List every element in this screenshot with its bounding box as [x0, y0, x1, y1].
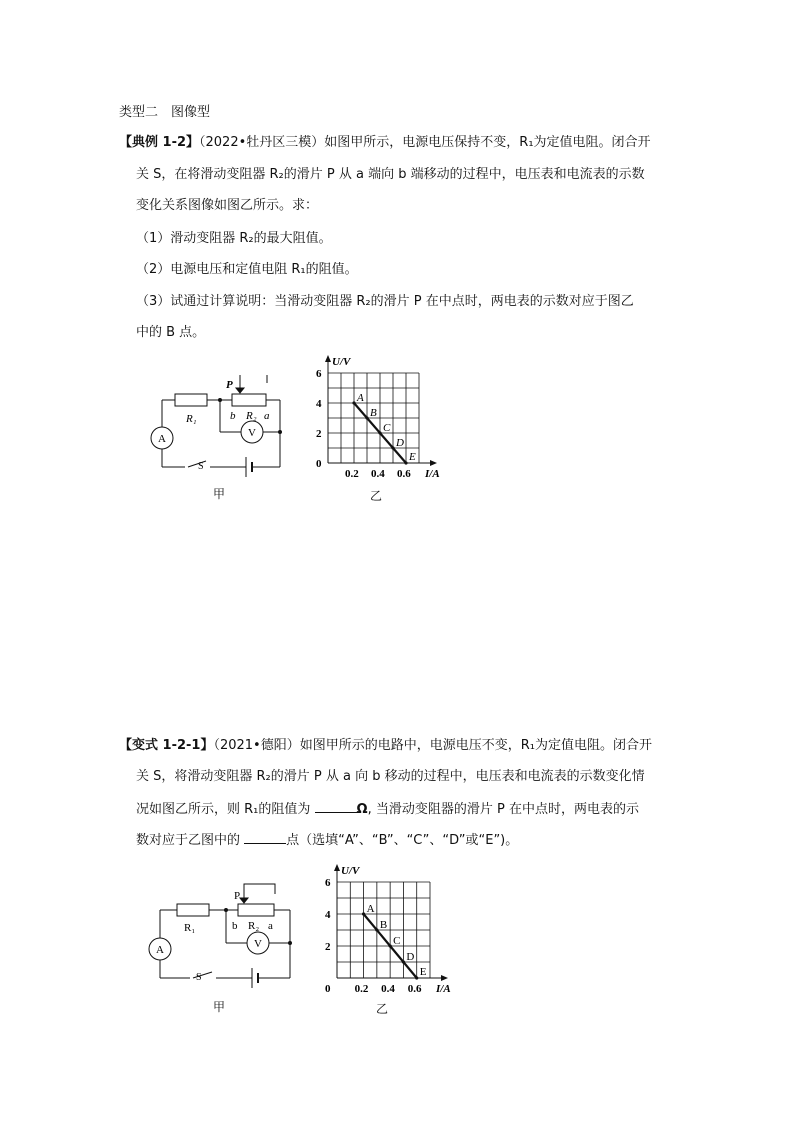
example-text-1: 如图甲所示，电源电压保持不变，R₁为定值电阻。闭合开: [324, 135, 651, 150]
fig3-caption: 甲: [213, 1000, 226, 1014]
r1-label-2: R₁: [184, 922, 196, 934]
y-tick-label: 6: [316, 368, 322, 380]
example-line-1: [119, 134, 651, 152]
point-label-d: D: [396, 437, 404, 449]
example-tag: 【典例 1-2】: [119, 135, 200, 150]
y-axis-arrow: [334, 864, 340, 871]
section-title: 类型二 图像型: [119, 105, 211, 120]
ammeter-label: A: [158, 433, 166, 445]
variant-line-2: 关 S，将滑动变阻器 R₂的滑片 P 从 a 向 b 移动的过程中，电压表和电流表的示数变化情: [136, 769, 645, 784]
voltmeter-label-2: V: [254, 938, 262, 950]
variant-line-1: [119, 737, 652, 755]
variant-text-3a: 况如图乙所示，则 R₁的阻值为: [136, 802, 315, 817]
rheostat: [232, 394, 266, 406]
data-point: [402, 960, 405, 963]
data-point: [378, 431, 381, 434]
slider-label: P: [226, 379, 233, 391]
x-axis-label: I/A: [436, 983, 451, 995]
fixed-resistor-2: [177, 904, 209, 916]
question-3: （3）试通过计算说明：当滑动变阻器 R₂的滑片 P 在中点时，两电表的示数对应于图乙: [136, 294, 634, 309]
y-axis-arrow: [325, 355, 331, 362]
y-tick-label: 4: [316, 398, 322, 410]
x-tick-label: 0.2: [345, 468, 359, 480]
variant-line-3: [136, 800, 639, 819]
x-axis-arrow: [430, 460, 437, 466]
switch-label-2: S: [196, 972, 202, 983]
x-tick-label: 0.4: [381, 983, 395, 995]
point-label-d: D: [406, 951, 415, 963]
point-label-c: C: [383, 422, 391, 434]
y-tick-label: 6: [325, 877, 331, 889]
r1-label: R₁: [186, 413, 197, 425]
data-point: [362, 912, 365, 915]
voltmeter-label: V: [248, 427, 256, 439]
point-label-e: E: [419, 966, 427, 978]
end-a-label: a: [264, 410, 270, 422]
y-tick-label: 2: [316, 428, 322, 440]
data-point: [365, 416, 368, 419]
switch-label: S: [198, 461, 204, 472]
circuit-diagram-2: [140, 880, 300, 1005]
point-label-e: E: [409, 451, 416, 463]
fixed-resistor: [175, 394, 207, 406]
variant-text-1: 如图甲所示的电路中，电源电压不变，R₁为定值电阻。闭合开: [299, 738, 652, 753]
x-tick-label: 0.2: [354, 983, 369, 995]
data-point: [404, 461, 407, 464]
variant-text-3b: , 当滑动变阻器的滑片 P 在中点时，两电表的示: [367, 802, 639, 817]
point-label-a: A: [357, 392, 364, 404]
fig1-caption: 甲: [213, 487, 226, 501]
x-tick-label: 0.4: [371, 468, 385, 480]
point-label-b: B: [379, 919, 388, 931]
data-point: [375, 928, 378, 931]
variant-tag: 【变式 1-2-1】: [119, 738, 214, 753]
rheostat-2: [238, 904, 274, 916]
ohm-unit: Ω: [356, 802, 368, 817]
y-tick-label: 0: [316, 458, 322, 470]
ammeter-label-2: A: [156, 944, 164, 956]
end-b-label-2: b: [232, 920, 238, 932]
point-label-a: A: [366, 903, 375, 915]
r2-label: R₂: [246, 410, 257, 422]
example-line-2: 关 S，在将滑动变阻器 R₂的滑片 P 从 a 端向 b 端移动的过程中，电压表和电流表的示数: [136, 167, 645, 182]
y-axis-label: U/V: [332, 356, 351, 368]
graph-1: [306, 350, 466, 480]
example-line-3: 变化关系图像如图乙所示。求：: [136, 198, 319, 213]
end-b-label: b: [230, 410, 236, 422]
variant-text-4b: 点（选填“A”、“B”、“C”、“D”或“E”)。: [286, 833, 519, 848]
end-a-label-2: a: [268, 920, 273, 932]
r2-label-2: R₂: [248, 920, 260, 932]
variant-source: （2021•德阳）: [213, 738, 300, 753]
variant-text-4a: 数对应于乙图中的: [136, 833, 245, 848]
question-1: （1）滑动变阻器 R₂的最大阻值。: [136, 231, 332, 246]
x-tick-label: 0.6: [397, 468, 411, 480]
y-tick-label: 4: [325, 909, 331, 921]
data-point: [352, 401, 355, 404]
fig4-caption: 乙: [376, 1002, 389, 1016]
x-tick-label: 0: [325, 983, 331, 995]
x-axis-arrow: [441, 975, 448, 981]
data-point: [389, 944, 392, 947]
y-tick-label: 2: [325, 941, 331, 953]
point-label-c: C: [393, 935, 401, 947]
x-tick-label: 0.6: [407, 983, 422, 995]
example-source: （2022•牡丹区三模）: [199, 135, 325, 150]
fig2-caption: 乙: [370, 489, 383, 503]
graph-2: [318, 860, 468, 1000]
x-axis-label: I/A: [425, 468, 440, 480]
point-label-b: B: [370, 407, 377, 419]
slider-label-2: P: [234, 890, 241, 902]
slider-arrow: [236, 388, 244, 393]
answer-blank-2[interactable]: [244, 831, 286, 844]
data-point: [415, 976, 418, 979]
answer-blank-1[interactable]: [315, 800, 357, 813]
question-3-cont: 中的 B 点。: [136, 325, 206, 340]
y-axis-label: U/V: [341, 865, 360, 877]
data-point: [391, 446, 394, 449]
question-2: （2）电源电压和定值电阻 R₁的阻值。: [136, 262, 358, 277]
variant-line-4: [136, 831, 518, 850]
